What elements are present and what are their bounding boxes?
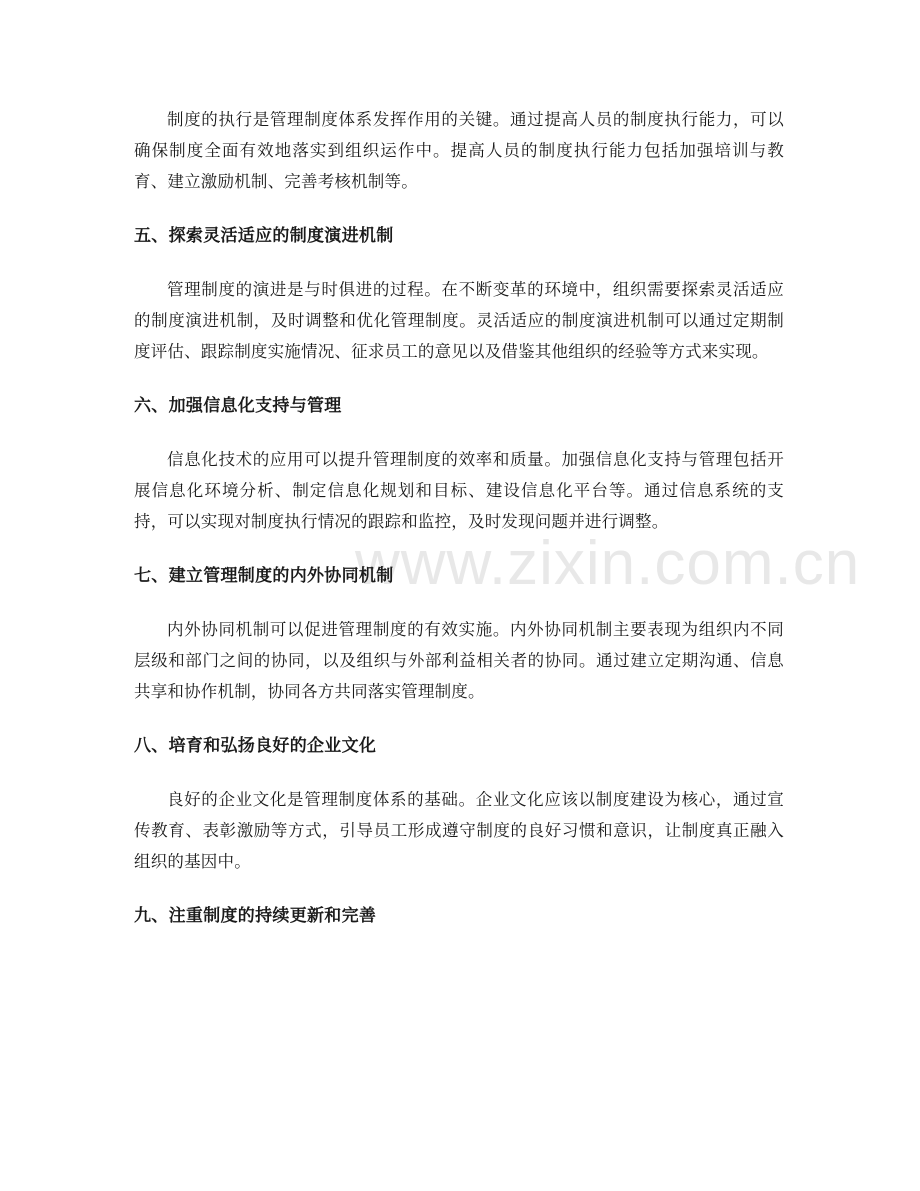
section-heading-6: 六、加强信息化支持与管理 (134, 396, 342, 416)
section-paragraph-7: 内外协同机制可以促进管理制度的有效实施。内外协同机制主要表现为组织内不同层级和部门之间的协同，以及组织与外部利益相关者的协同。通过建立定期沟通、信息共享和协作机制，协同各方共同落实管理制度。 (134, 620, 784, 701)
intro-paragraph: 制度的执行是管理制度体系发挥作用的关键。通过提高人员的制度执行能力，可以确保制度全面有效地落实到组织运作中。提高人员的制度执行能力包括加强培训与教育、建立激励机制、完善考核机制等。 (134, 110, 784, 191)
section-paragraph-6: 信息化技术的应用可以提升管理制度的效率和质量。加强信息化支持与管理包括开展信息化环境分析、制定信息化规划和目标、建设信息化平台等。通过信息系统的支持，可以实现对制度执行情况的跟踪和监控，及时发现问题并进行调整。 (134, 450, 784, 531)
section-paragraph-8: 良好的企业文化是管理制度体系的基础。企业文化应该以制度建设为核心，通过宣传教育、表彰激励等方式，引导员工形成遵守制度的良好习惯和意识，让制度真正融入组织的基因中。 (134, 790, 784, 871)
section-paragraph-5: 管理制度的演进是与时俱进的过程。在不断变革的环境中，组织需要探索灵活适应的制度演进机制，及时调整和优化管理制度。灵活适应的制度演进机制可以通过定期制度评估、跟踪制度实施情况、征求员工的意见以及借鉴其他组织的经验等方式来实现。 (134, 280, 784, 361)
section-heading-8: 八、培育和弘扬良好的企业文化 (134, 736, 377, 756)
watermark-text: www.zixin.com.cn (355, 529, 861, 598)
section-heading-5: 五、探索灵活适应的制度演进机制 (134, 226, 394, 246)
document-body (134, 104, 784, 932)
section-heading-7: 七、建立管理制度的内外协同机制 (134, 566, 394, 586)
section-heading-9: 九、注重制度的持续更新和完善 (134, 906, 377, 926)
